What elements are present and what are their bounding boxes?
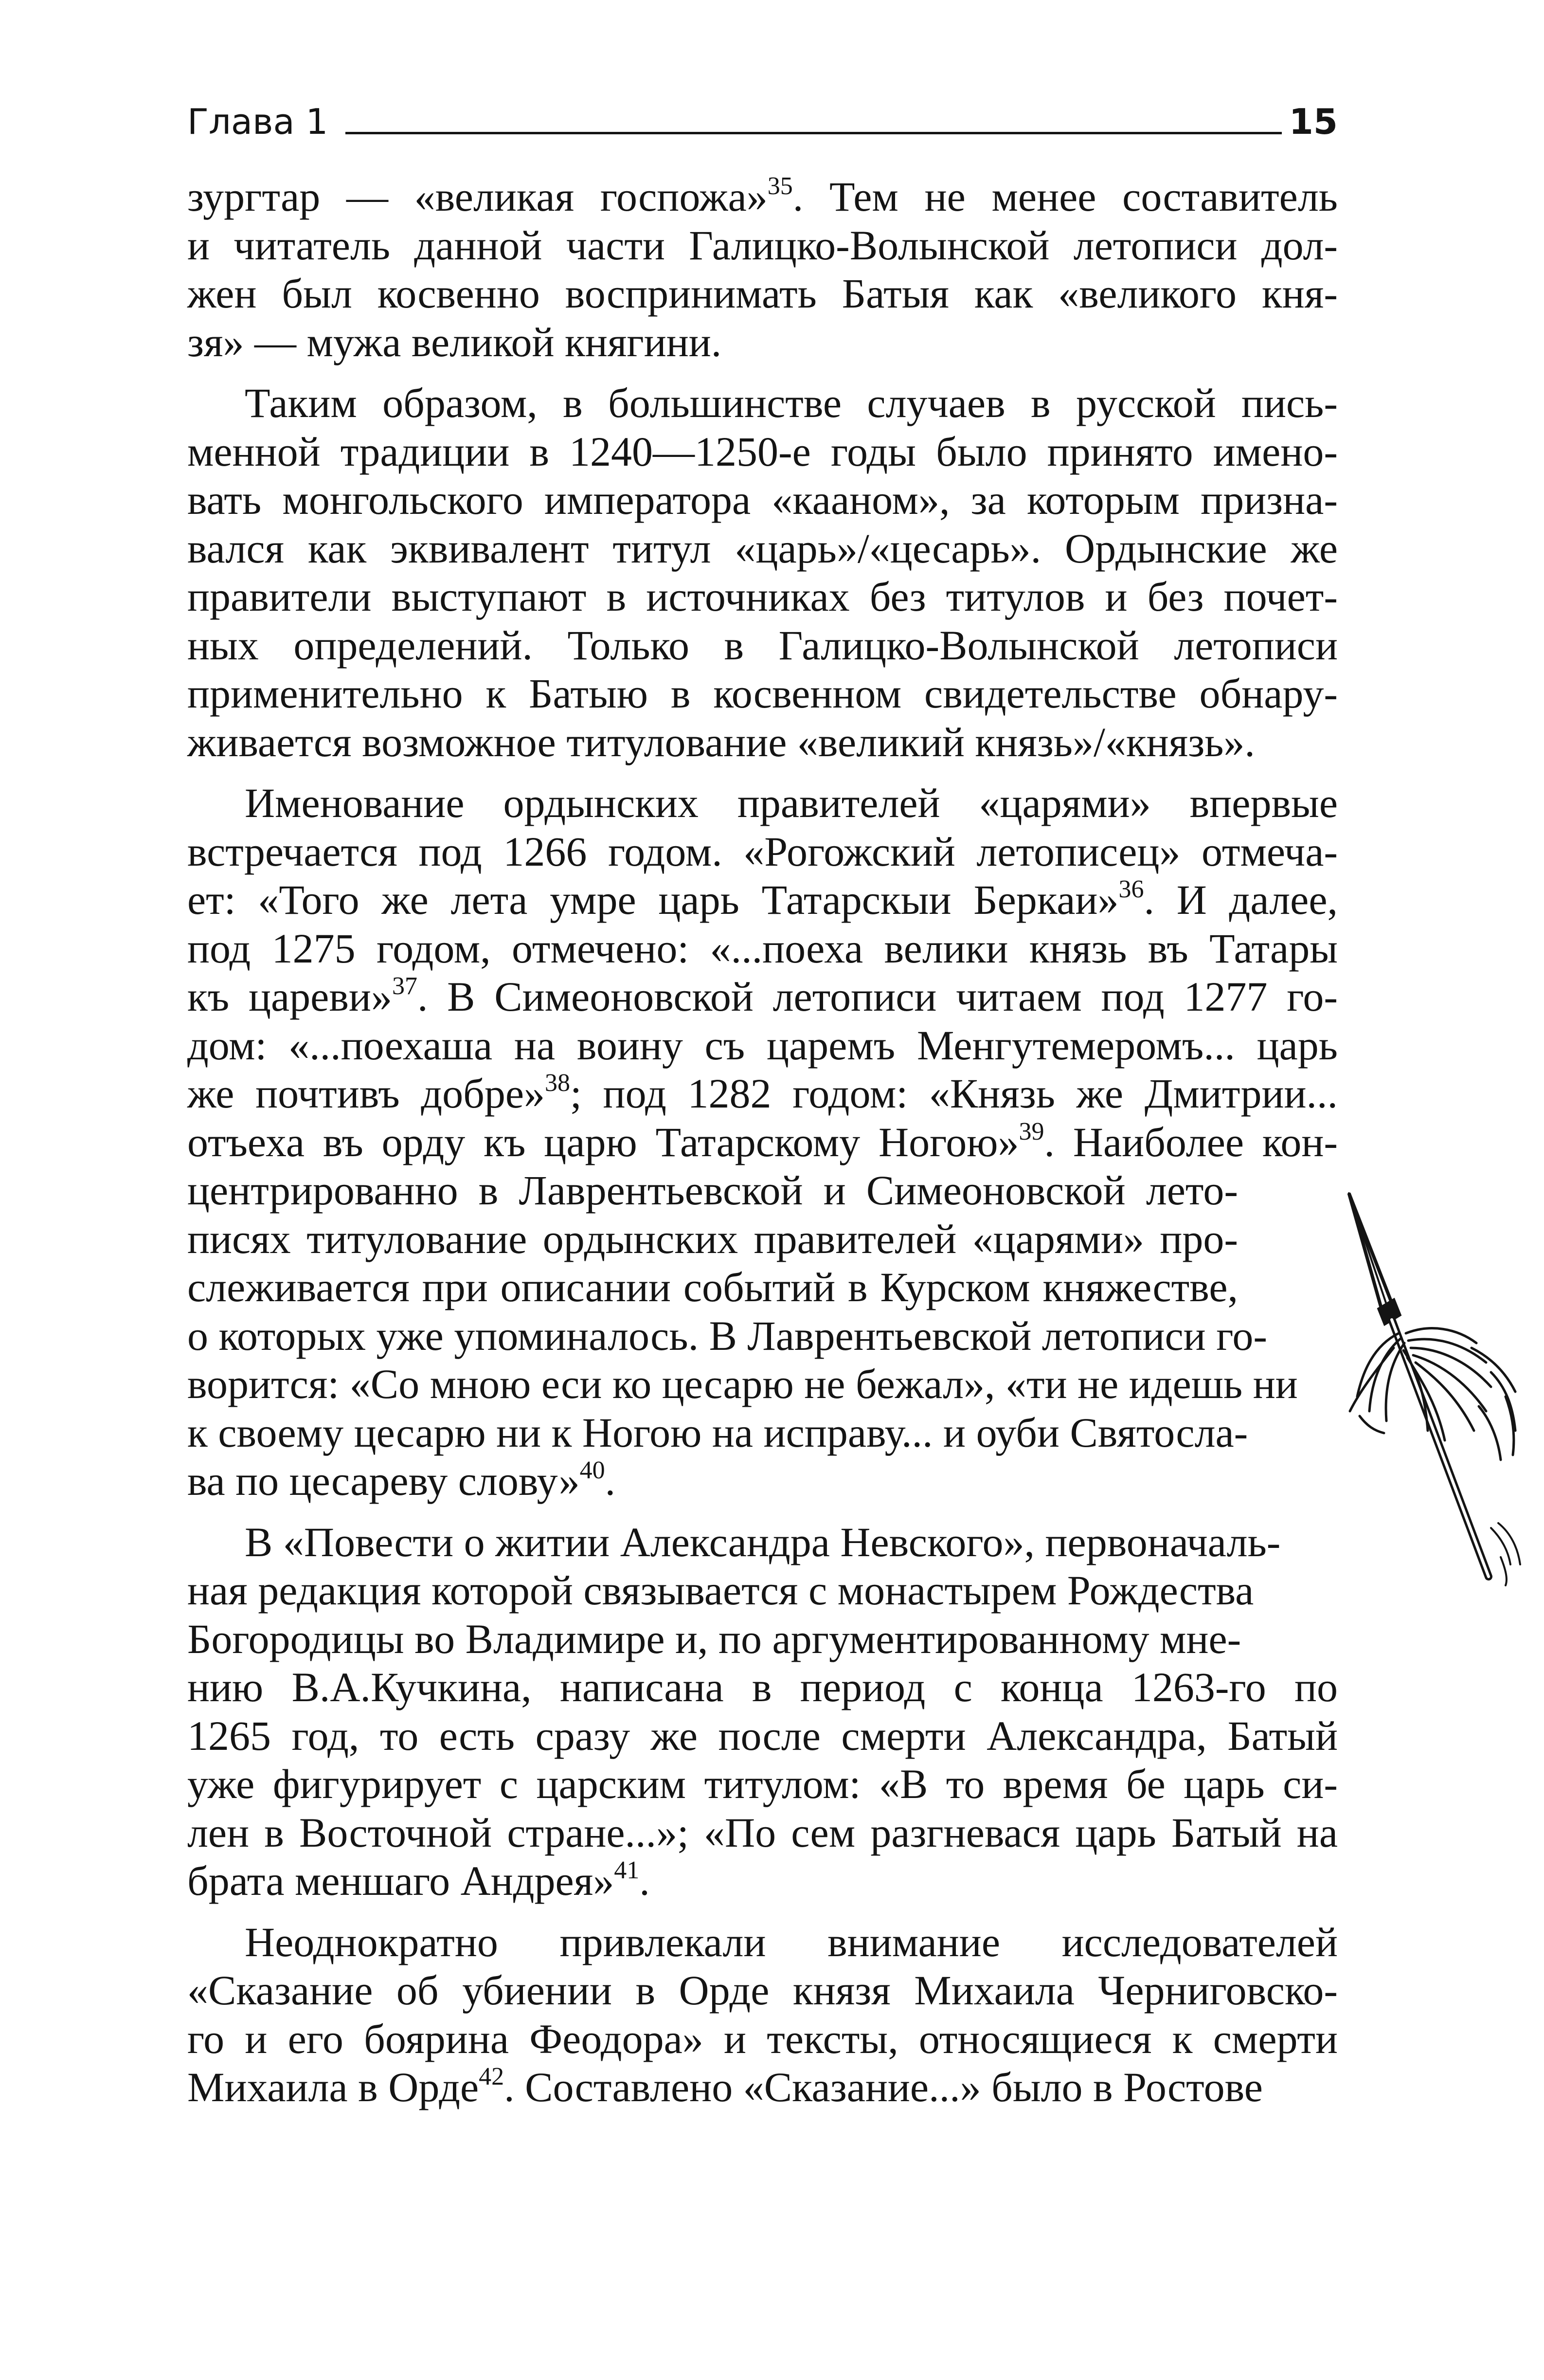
- paragraph: [187, 779, 1338, 1506]
- text-run: . Наиболее кон-: [1044, 1118, 1338, 1165]
- text-line: [187, 173, 1338, 221]
- text-run: 1265 год, то есть сразу же после смерти Александра, Батый: [187, 1712, 1338, 1759]
- text-line: [187, 1166, 1238, 1215]
- text-run: ворится: «Со мною еси ко цесарю не бежал», «ти не идешь ни: [187, 1361, 1298, 1407]
- text-run: о которых уже упоминалось. В Лаврентьевской летописи го-: [187, 1312, 1267, 1359]
- text-run: В «Повести о житии Александра Невского», первоначаль-: [245, 1518, 1281, 1565]
- text-line: [187, 1457, 1238, 1506]
- text-line: [187, 318, 1338, 367]
- text-line: [187, 925, 1338, 973]
- text-run: жен был косвенно воспринимать Батыя как «великого кня-: [187, 270, 1338, 317]
- text-run: Таким образом, в большинстве случаев в русской пись-: [245, 380, 1338, 426]
- text-run: вался как эквивалент титул «царь»/«цесарь». Ордынские же: [187, 525, 1338, 572]
- text-run: нию В.А.Кучкина, написана в период с конца 1263-го по: [187, 1664, 1338, 1710]
- text-line: [187, 718, 1338, 767]
- page-number: 15: [1289, 101, 1338, 142]
- text-line: [187, 1518, 1281, 1567]
- text-line: [187, 973, 1338, 1021]
- text-run: ных определений. Только в Галицко-Волынской летописи: [187, 621, 1338, 669]
- footnote-ref: 40: [579, 1456, 605, 1484]
- text-line: [187, 1857, 1338, 1906]
- text-line: [187, 525, 1338, 573]
- text-line: [187, 428, 1338, 476]
- text-run: «Сказание об убиении в Орде князя Михаила Черниговско-: [187, 1967, 1338, 2014]
- text-run: вать монгольского императора «кааном», за которым призна-: [187, 476, 1338, 523]
- text-run: ва по цесареву слову»: [187, 1457, 580, 1504]
- text-line: [187, 1566, 1254, 1615]
- paragraph: [187, 1918, 1338, 2112]
- text-run: Богородицы во Владимире и, по аргументированному мне-: [187, 1615, 1241, 1662]
- text-run: .: [639, 1857, 650, 1904]
- text-run: . И далее,: [1144, 876, 1338, 923]
- text-line: [187, 1712, 1338, 1761]
- footnote-ref: 35: [767, 172, 793, 200]
- text-line: [187, 1615, 1241, 1664]
- text-run: применительно к Батыю в косвенном свидетельстве обнару-: [187, 670, 1338, 717]
- text-run: лен в Восточной стране...»; «По сем разгневася царь Батый на: [187, 1809, 1338, 1856]
- text-line: [187, 779, 1338, 828]
- footnote-ref: 39: [1019, 1117, 1044, 1145]
- text-line: [187, 1760, 1338, 1809]
- text-run: зя» — мужа великой княгини.: [187, 318, 722, 365]
- text-line: [187, 270, 1338, 318]
- text-line: [187, 1021, 1338, 1070]
- text-run: к своему цесарю ни к Ногою на исправу... и оуби Святосла-: [187, 1409, 1248, 1456]
- text-run: Именование ордынских правителей «царями» впервые: [245, 780, 1338, 826]
- text-run: .: [605, 1457, 616, 1504]
- text-line: [187, 876, 1338, 925]
- text-line: [187, 1360, 1298, 1409]
- paragraph-gap: [187, 1906, 1338, 1918]
- text-line: [187, 828, 1338, 876]
- body-text: [187, 173, 1338, 2112]
- footnote-ref: 42: [479, 2063, 504, 2090]
- text-line: [187, 2015, 1338, 2064]
- text-run: зургтар — «великая госпожа»: [187, 173, 768, 220]
- text-line: [187, 670, 1338, 718]
- text-run: писях титулование ордынских правителей «царями» про-: [187, 1215, 1238, 1262]
- text-line: [187, 621, 1338, 670]
- text-run: под 1275 годом, отмечено: «...поеха велики князь въ Татары: [187, 925, 1338, 972]
- text-run: брата меншаго Андрея»: [187, 1857, 614, 1904]
- footnote-ref: 37: [392, 972, 417, 1000]
- text-run: отъеха въ орду къ царю Татарскому Ногою»: [187, 1118, 1019, 1165]
- text-run: Михаила в Орде: [187, 2064, 479, 2110]
- text-run: . Составлено «Сказание...» было в Ростове: [504, 2064, 1263, 2110]
- text-run: уже фигурирует с царским титулом: «В то время бе царь си-: [187, 1761, 1338, 1807]
- running-header: [187, 100, 1338, 144]
- paragraph-gap: [187, 766, 1338, 779]
- chapter-title: Глава 1: [187, 101, 328, 142]
- text-run: живается возможное титулование «великий князь»/«князь».: [187, 718, 1255, 765]
- header-rule: [345, 132, 1282, 134]
- text-run: . Тем не менее составитель: [792, 173, 1338, 220]
- footnote-ref: 36: [1118, 875, 1144, 903]
- text-run: ; под 1282 годом: «Князь же Дмитрии...: [570, 1070, 1338, 1117]
- text-line: [187, 1070, 1338, 1118]
- text-line: [187, 221, 1338, 270]
- text-line: [187, 1312, 1267, 1361]
- text-line: [187, 573, 1338, 621]
- text-run: го и его боярина Феодора» и тексты, относящиеся к смерти: [187, 2015, 1338, 2062]
- text-line: [187, 1409, 1248, 1457]
- text-run: ная редакция которой связывается с монастырем Рождества: [187, 1567, 1254, 1614]
- text-line: [187, 476, 1338, 525]
- text-run: дом: «...поехаша на воину съ царемъ Менгутемеромъ... царь: [187, 1021, 1338, 1069]
- text-line: [187, 1809, 1338, 1857]
- text-line: [187, 1663, 1338, 1712]
- text-line: [187, 1118, 1338, 1167]
- text-run: менной традиции в 1240—1250-е годы было принято имено-: [187, 428, 1338, 475]
- text-run: и читатель данной части Галицко-Волынской летописи дол-: [187, 221, 1338, 269]
- text-run: правители выступают в источниках без титулов и без почет-: [187, 573, 1338, 620]
- text-run: встречается под 1266 годом. «Рогожский летописец» отмеча-: [187, 828, 1338, 875]
- text-line: [187, 2063, 1338, 2112]
- text-run: слеживается при описании событий в Курском княжестве,: [187, 1264, 1238, 1310]
- text-line: [187, 379, 1338, 428]
- paragraph: [187, 173, 1338, 366]
- paragraph: [187, 1518, 1338, 1906]
- text-run: ет: «Того же лета умре царь Татарскыи Беркаи»: [187, 876, 1119, 923]
- paragraph-gap: [187, 1506, 1338, 1518]
- footnote-ref: 41: [614, 1856, 640, 1884]
- text-line: [187, 1966, 1338, 2015]
- text-line: [187, 1215, 1238, 1264]
- paragraph: [187, 379, 1338, 766]
- text-run: Неоднократно привлекали внимание исследователей: [245, 1918, 1338, 1965]
- text-run: же почтивъ добре»: [187, 1070, 545, 1117]
- text-line: [187, 1263, 1238, 1312]
- quill-pen-icon: [1345, 1187, 1530, 1586]
- text-run: . В Симеоновской летописи читаем под 1277 го-: [417, 973, 1338, 1020]
- paragraph-gap: [187, 366, 1338, 379]
- text-run: центрированно в Лаврентьевской и Симеоновской лето-: [187, 1167, 1238, 1214]
- text-line: [187, 1918, 1338, 1967]
- text-run: къ цареви»: [187, 973, 392, 1020]
- footnote-ref: 38: [545, 1069, 571, 1097]
